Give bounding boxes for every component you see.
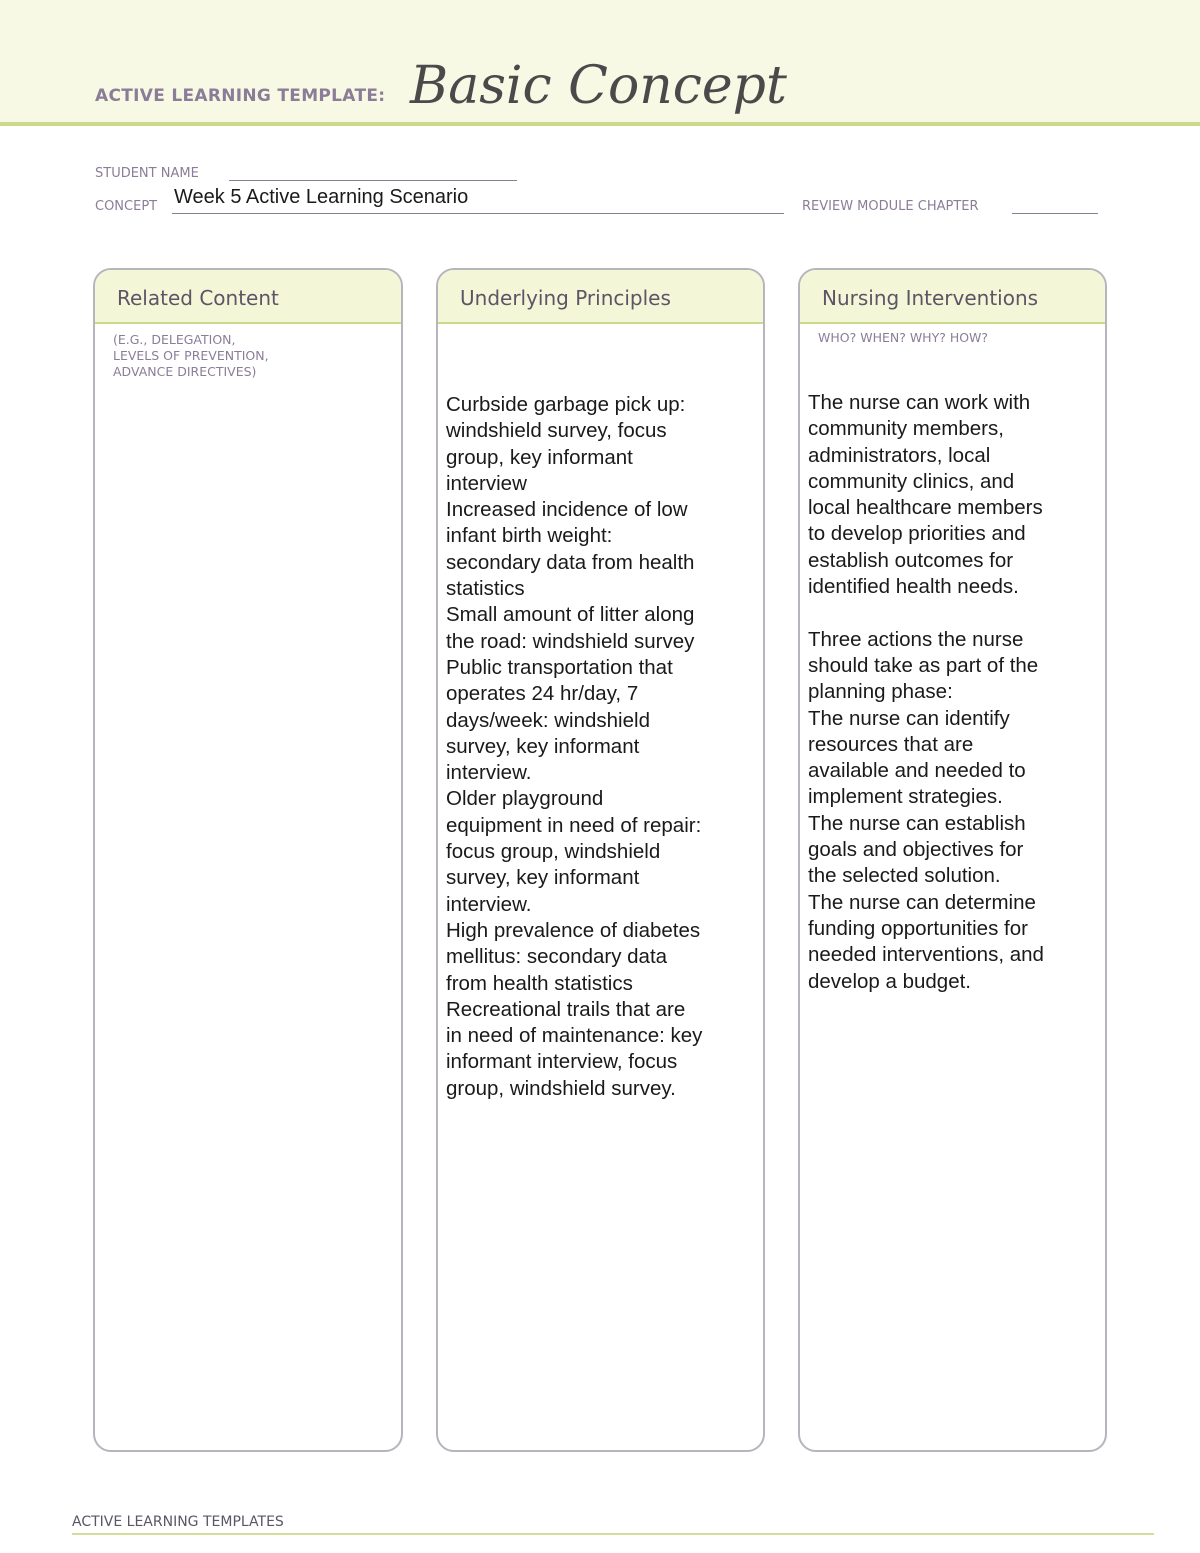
related-content-subtitle: (E.G., DELEGATION, LEVELS OF PREVENTION, ADVANCE DIRECTIVES) xyxy=(113,332,269,379)
underlying-principles-header xyxy=(438,270,763,324)
review-module-chapter-label: REVIEW MODULE CHAPTER xyxy=(802,199,979,214)
review-module-chapter-field[interactable] xyxy=(1012,213,1098,214)
student-name-field[interactable] xyxy=(229,180,517,181)
underlying-principles-text[interactable]: Curbside garbage pick up: windshield survey, focus group, key informant interview Increased incidence of low infant birth weight: secondary data from health statistics Small amount of litter along the road: windshield survey Public transportation that operates 24 hr/day, 7 days/week: windshield survey, key informant interview. Older playground equipment in need of repair: focus group, windshield survey, key informant interview. High prevalence of diabetes mellitus: secondary data from health statistics Recreational trails that are in need of maintenance: key informant interview, focus group, windshield survey. xyxy=(446,393,703,1100)
footer-divider xyxy=(72,1533,1154,1535)
footer-text: ACTIVE LEARNING TEMPLATES xyxy=(72,1514,284,1530)
nursing-interventions-panel xyxy=(798,268,1107,1452)
related-content-panel xyxy=(93,268,403,1452)
header-divider xyxy=(0,122,1200,126)
concept-value[interactable]: Week 5 Active Learning Scenario xyxy=(174,186,469,208)
related-content-header xyxy=(95,270,401,324)
nursing-interventions-header xyxy=(800,270,1105,324)
template-label: ACTIVE LEARNING TEMPLATE: xyxy=(95,86,386,106)
related-content-title: Related Content xyxy=(117,286,279,310)
nursing-interventions-text[interactable]: The nurse can work with community members, administrators, local community clinics, and local healthcare members to develop priorities and establish outcomes for identified health needs. Three actions the nurse should take as part of the planning phase: The nurse can identify resources that are available and needed to implement strategies. The nurse can establish goals and objectives for the selected solution. The nurse can determine funding opportunities for needed interventions, and develop a budget. xyxy=(808,391,1044,993)
underlying-principles-panel xyxy=(436,268,765,1452)
student-name-label: STUDENT NAME xyxy=(95,166,199,181)
concept-field[interactable] xyxy=(172,213,784,214)
nursing-interventions-subtitle: WHO? WHEN? WHY? HOW? xyxy=(818,330,989,345)
concept-label: CONCEPT xyxy=(95,199,158,214)
nursing-interventions-title: Nursing Interventions xyxy=(822,286,1039,310)
template-title: Basic Concept xyxy=(410,56,787,116)
underlying-principles-title: Underlying Principles xyxy=(460,286,671,310)
